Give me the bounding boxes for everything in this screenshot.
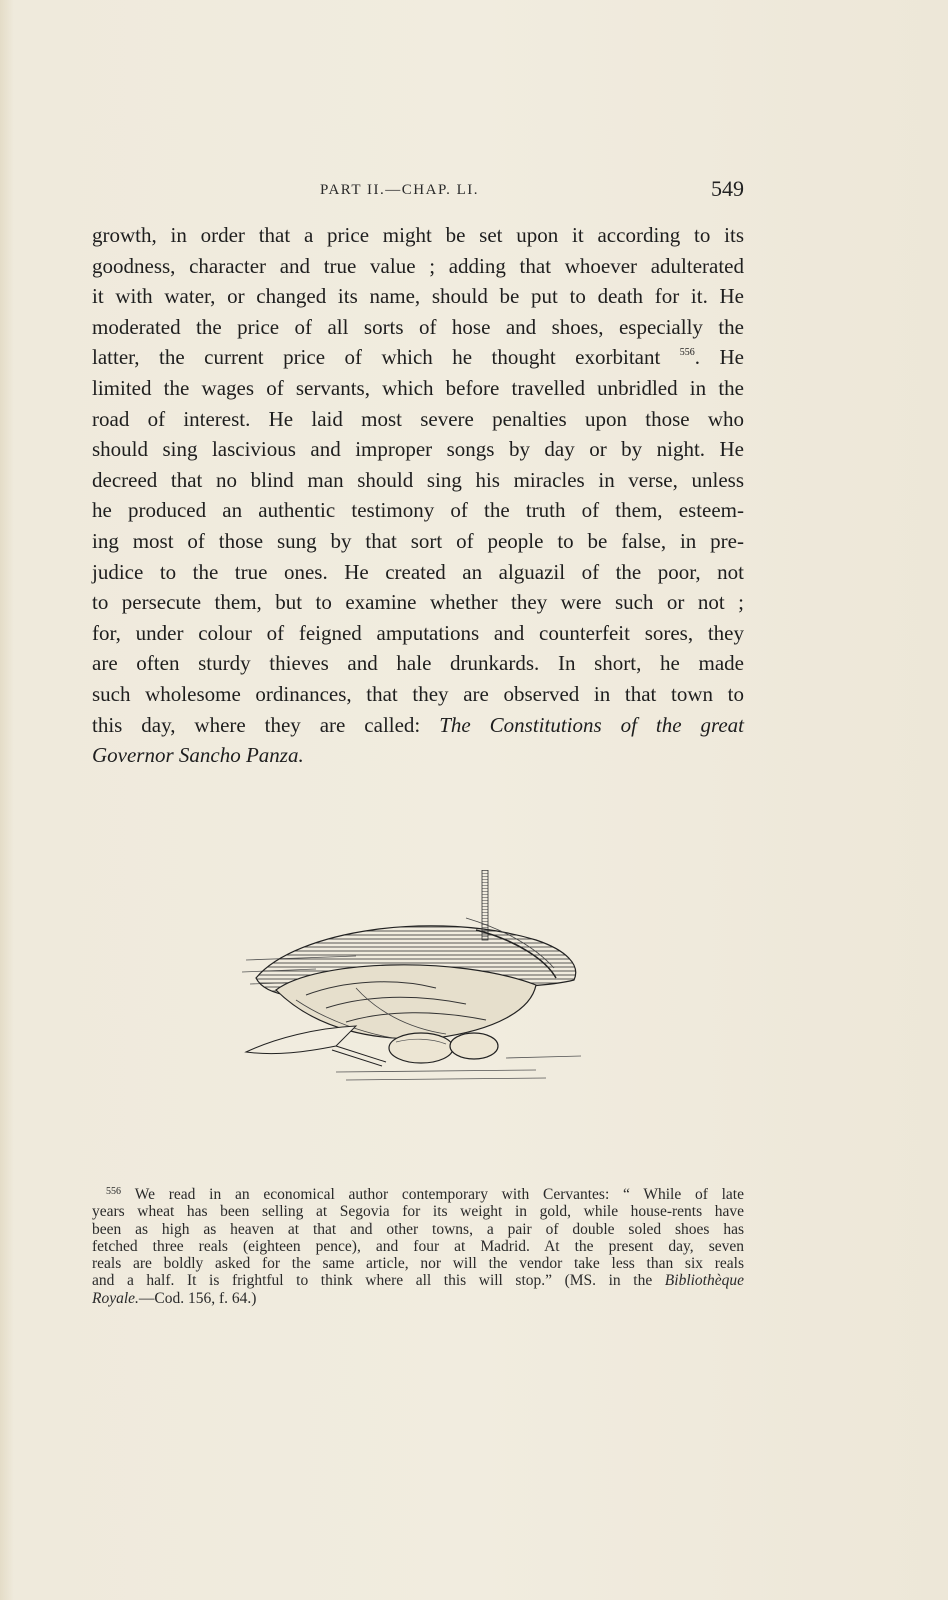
text-line: judice to the true ones. He created an alguazil of the poor, not [92, 559, 744, 584]
text-line: to persecute them, but to examine whether they were such or not ; [92, 590, 744, 615]
footnote-line: fetched three reals (eighteen pence), and four at Madrid. At the present day, seven [92, 1237, 744, 1255]
text-segment: and a half. It is frightful to think where all this will stop.” (MS. in the [92, 1272, 653, 1290]
text-line: for, under colour of feigned amputations and counterfeit sores, they [92, 620, 744, 645]
footnote-reference[interactable]: 556 [679, 347, 695, 359]
footnote-line: reals are boldly asked for the same article, nor will the vendor take less than six reals [92, 1255, 744, 1273]
page-number: 549 [711, 176, 744, 201]
italic-title: Governor Sancho Panza. [92, 743, 304, 768]
italic-citation: Bibliothèque [664, 1272, 744, 1290]
text-segment: latter, the current price of which he thought exorbitant [92, 345, 661, 370]
footnote-line: years wheat has been selling at Segovia for its weight in gold, while house-rents have [92, 1203, 744, 1221]
text-line: moderated the price of all sorts of hose and shoes, especially the [92, 314, 744, 339]
text-segment: this day, where they are called: [92, 712, 421, 737]
text-segment: . He [694, 345, 745, 370]
footnote-line [92, 1272, 744, 1289]
text-line: decreed that no blind man should sing his miracles in verse, unless [92, 467, 744, 492]
text-line: it with water, or changed its name, should be put to death for it. He [92, 284, 744, 309]
text-line-with-note [92, 342, 744, 373]
text-line: are often sturdy thieves and hale drunkards. In short, he made [92, 651, 744, 676]
text-line: road of interest. He laid most severe penalties upon those who [92, 406, 744, 431]
text-line-last [92, 740, 744, 771]
footnote-line: been as high as heaven at that and other towns, a pair of double soled shoes has [92, 1220, 744, 1238]
text-line: he produced an authentic testimony of the truth of them, esteem- [92, 498, 744, 523]
footnote-line [92, 1186, 744, 1203]
text-line: such wholesome ordinances, that they are observed in that town to [92, 681, 744, 706]
text-segment: —Cod. 156, f. 64.) [138, 1289, 257, 1307]
text-line: growth, in order that a price might be set upon it according to its [92, 223, 744, 247]
body-text [92, 220, 744, 771]
bread-basket [256, 926, 576, 1040]
text-segment: We read in an economical author contemporary with Cervantes: “ While of late [134, 1186, 744, 1203]
engraving-illustration [236, 870, 596, 1110]
text-line: should sing lascivious and improper songs by day or by night. He [92, 437, 744, 462]
text-line: limited the wages of servants, which before travelled unbridled in the [92, 375, 744, 400]
footnote-number: 556 [106, 1186, 121, 1197]
italic-title: The Constitutions of the great [439, 712, 745, 737]
text-line-with-title [92, 710, 744, 741]
footnote [92, 1186, 744, 1307]
page-header [92, 176, 744, 206]
text-line: goodness, character and true value ; adding that whoever adulterated [92, 253, 744, 278]
footnote-line-last [92, 1290, 744, 1307]
running-head: PART II.—CHAP. LI. [320, 182, 480, 198]
loaf-rolls [389, 1033, 498, 1063]
italic-citation: Royale. [92, 1289, 139, 1307]
text-line: ing most of those sung by that sort of people to be false, in pre- [92, 528, 744, 553]
